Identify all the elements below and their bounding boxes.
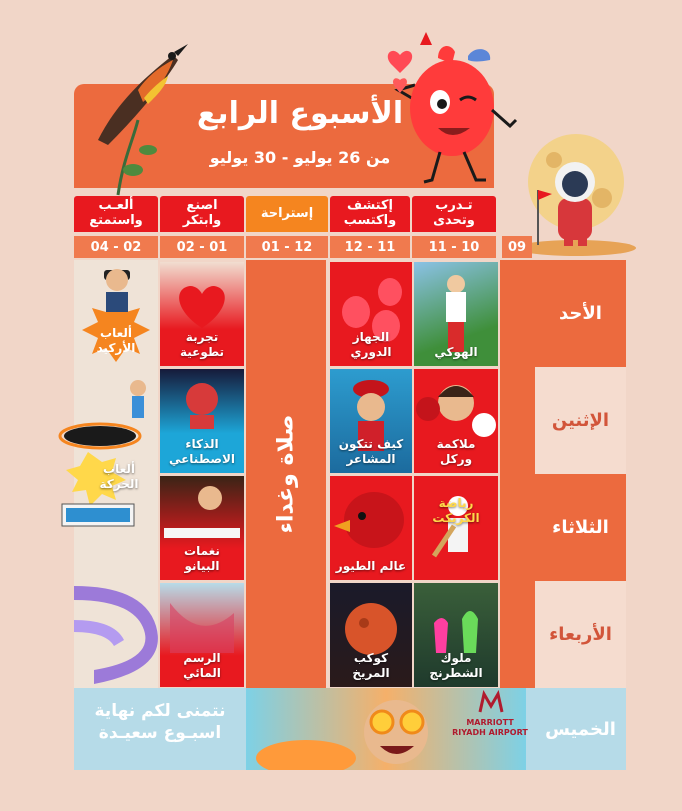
activity-tile bbox=[414, 476, 498, 580]
activity-label: ألعاب الأركيد bbox=[96, 326, 136, 355]
activity-label: كوكب المريخ bbox=[352, 651, 390, 680]
activity-label: نغمات البيانو bbox=[184, 544, 220, 573]
activity-label: ألعاب الحركة bbox=[99, 462, 139, 491]
day-wednesday: الأربعاء bbox=[549, 624, 612, 645]
activity-label: الجهاز الدوري bbox=[350, 330, 392, 359]
time-slot: 02 - 01 bbox=[160, 236, 244, 258]
activity-tile bbox=[330, 262, 412, 366]
water-slide-icon bbox=[74, 580, 158, 686]
cricket-player-icon bbox=[414, 476, 498, 580]
activity-tile bbox=[330, 369, 412, 473]
day-sunday: الأحد bbox=[559, 303, 602, 324]
activity-label: الذكاء الاصطناعي bbox=[168, 437, 236, 466]
column-header-play: ألعـب واستمتع bbox=[74, 196, 158, 232]
trampoline-airhockey-icon bbox=[58, 370, 162, 550]
column-header-train: تـدرب وتحدى bbox=[412, 196, 496, 232]
column-header-discover: إكتشف واكتسب bbox=[330, 196, 410, 232]
activity-tile bbox=[330, 583, 412, 687]
activity-label: ملاكمة وركل bbox=[436, 437, 476, 466]
page-title: الأسبوع الرابع bbox=[196, 96, 404, 131]
lunch-label: صلاة وغداء bbox=[273, 414, 299, 534]
time-slot: 11 - 10 bbox=[412, 236, 496, 258]
activity-label: الرسم المائي bbox=[183, 651, 221, 680]
activity-tile bbox=[160, 369, 244, 473]
activity-tile bbox=[414, 369, 498, 473]
time-slot: 12 - 11 bbox=[330, 236, 410, 258]
lunch-break-column bbox=[246, 260, 326, 688]
start-time: 09 bbox=[502, 236, 532, 258]
activity-label: تجربة تطوعية bbox=[179, 330, 225, 359]
marriott-logo-icon bbox=[478, 690, 504, 714]
brand-location: RIYADH AIRPORT bbox=[452, 727, 528, 737]
column-header-break: إستراحة bbox=[246, 196, 328, 232]
activity-label: عالم الطيور bbox=[335, 559, 407, 573]
activity-tile bbox=[414, 583, 498, 687]
activity-label: كيف تتكون المشاعر bbox=[338, 437, 404, 466]
activity-label: رياضة الكريكت bbox=[432, 496, 480, 525]
column-header-create: اصنع وابتكر bbox=[160, 196, 244, 232]
brand-name: MARRIOTT bbox=[466, 718, 514, 727]
activity-tile bbox=[330, 476, 412, 580]
activity-tile bbox=[160, 583, 244, 687]
activity-label: الهوكي bbox=[434, 345, 478, 359]
day-thursday: الخميس bbox=[545, 718, 616, 740]
activity-label: ملوك الشطرنج bbox=[429, 651, 483, 680]
day-monday: الإثنين bbox=[551, 410, 610, 431]
time-slot: 01 - 12 bbox=[246, 236, 328, 258]
time-slot: 04 - 02 bbox=[74, 236, 158, 258]
activity-tile bbox=[160, 262, 244, 366]
bird-illustration bbox=[78, 30, 198, 200]
activity-tile bbox=[414, 262, 498, 366]
marriott-brand bbox=[450, 718, 530, 737]
day-tuesday: الثلاثاء bbox=[552, 517, 609, 538]
activity-tile bbox=[160, 476, 244, 580]
weekend-message: نتمنى لكم نهاية اسبـوع سعيـدة bbox=[94, 701, 226, 744]
date-range: من 26 يوليو - 30 يوليو bbox=[209, 148, 391, 167]
